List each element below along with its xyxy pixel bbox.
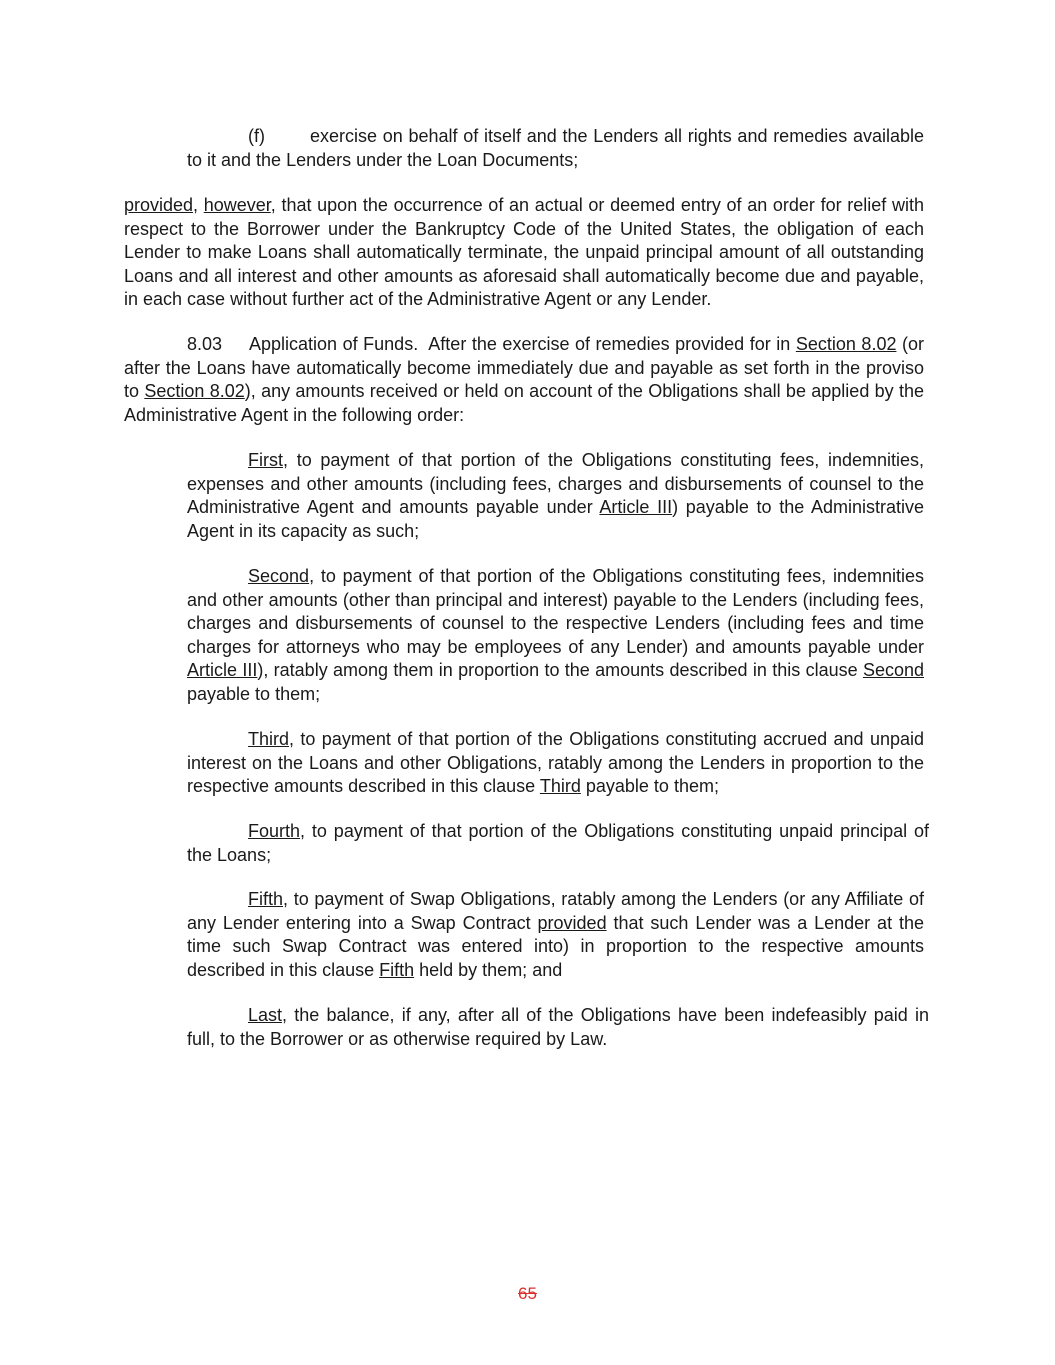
fifth-priority-paragraph: Fifth, to payment of Swap Obligations, ratably among the Lenders (or any Affiliate of any Lender entering into a Swap Contract provided that such Lender was a Lender at the time such Swap Contract was entered into) in proportion to the respective amounts described in this clause Fifth held by them; and — [187, 889, 924, 980]
proviso-paragraph: provided, however, that upon the occurrence of an actual or deemed entry of an order for relief with respect to the Borrower under the Bankruptcy Code of the United States, the obligation of each Lender to make Loans shall automatically terminate, the unpaid principal amount of all outstanding Loans and all interest and other amounts as aforesaid shall automatically become due and payable, in each case without further act of the Administrative Agent or any Lender. — [124, 195, 924, 310]
last-label: Last — [248, 1005, 283, 1025]
fifth-label: Fifth — [248, 889, 284, 909]
fifth-clause-ref: Fifth — [379, 959, 415, 980]
fourth-priority-paragraph: Fourth, to payment of that portion of the Obligations constituting unpaid principal of the Loans; — [187, 821, 929, 865]
first-priority-paragraph: First, to payment of that portion of the Obligations constituting fees, indemnities, expenses and other amounts (including fees, charges and disbursements of counsel to the Administrative Agent and amounts payable under Article III) payable to the Administrative Agent in its capacity as such; — [187, 450, 924, 541]
second-priority-paragraph: Second, to payment of that portion of the Obligations constituting fees, indemnities and other amounts (other than principal and interest) payable to the Lenders (including fees, charges and disbursements of counsel to the respective Lenders (including fees and time charges for attorneys who may be employees of any Lender) and amounts payable under Article III), ratably among them in proportion to the amounts described in this clause Second payable to them; — [187, 566, 924, 704]
third-clause-ref: Third — [539, 776, 581, 797]
clause-f-text: exercise on behalf of itself and the Lenders all rights and remedies available to it and the Lenders under the Loan Documents; — [187, 126, 924, 170]
proviso-text: , that upon the occurrence of an actual or deemed entry of an order for relief with respect to the Borrower under the Bankruptcy Code of the United States, the obligation of each Lender to make Loans shall automatically terminate, the unpaid principal amount of all outstanding Loans and all interest and other amounts as aforesaid shall automatically become due and payable, in each case without further act of the Administrative Agent or any Lender. — [124, 195, 924, 310]
provided-ref: provided — [537, 912, 607, 933]
page-number: 65 — [518, 1284, 537, 1303]
section-8-03-paragraph: 8.03 Application of Funds. After the exercise of remedies provided for in Section 8.02 (or after the Loans have automatically become immediately due and payable as set forth in the proviso to Section 8.02), any amounts received or held on account of the Obligations shall be applied by the Administrative Agent in the following order: — [124, 334, 925, 425]
third-label: Third — [248, 729, 290, 749]
section-heading: Application of Funds. — [249, 334, 419, 354]
second-clause-ref: Second — [862, 660, 924, 681]
second-label: Second — [248, 566, 310, 586]
article-iii-ref: Article III — [599, 497, 673, 518]
section-ref-8-02-second: Section 8.02 — [144, 381, 245, 402]
first-label: First — [248, 450, 283, 470]
proviso-term-provided: provided — [124, 195, 194, 215]
section-ref-8-02: Section 8.02 — [795, 334, 897, 354]
clause-f-label: (f) — [248, 126, 265, 146]
proviso-term-however: however — [203, 195, 271, 215]
last-priority-paragraph: Last, the balance, if any, after all of the Obligations have been indefeasibly paid in full, to the Borrower or as otherwise required by Law. — [187, 1005, 929, 1049]
third-priority-paragraph: Third, to payment of that portion of the Obligations constituting accrued and unpaid interest on the Loans and other Obligations, ratably among the Lenders in proportion to the respective amounts described in this clause Third payable to them; — [187, 729, 924, 797]
section-number: 8.03 — [187, 334, 223, 354]
article-iii-ref: Article III — [187, 660, 258, 681]
clause-f-paragraph — [187, 125, 924, 172]
fourth-label: Fourth — [248, 821, 301, 841]
